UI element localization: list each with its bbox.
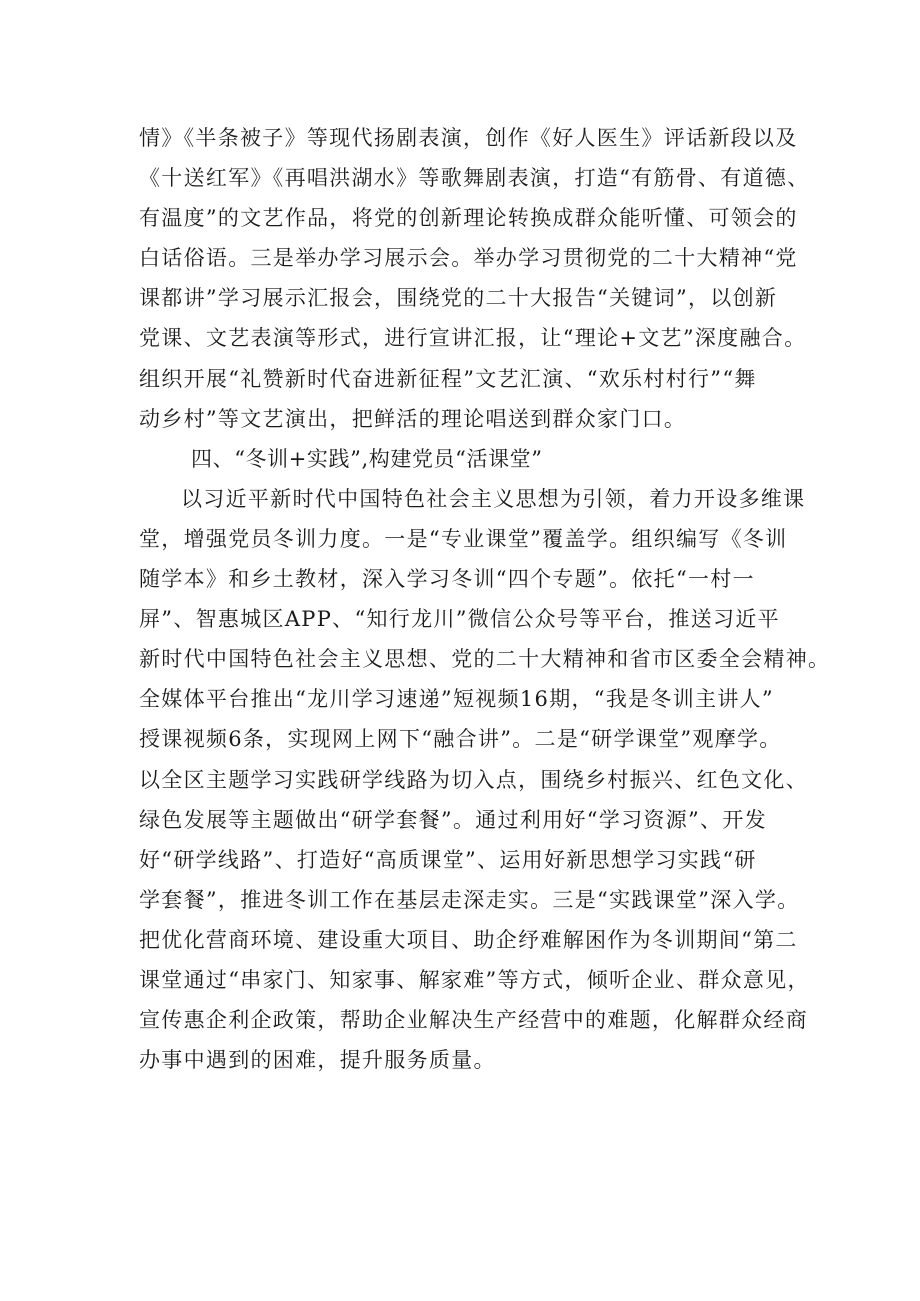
text-line: 情》《半条被子》等现代扬剧表演，创作《好人医生》评话新段以及 [139, 126, 798, 150]
text-line: 组织开展“礼赞新时代奋进新征程”文艺汇演、“欢乐村村行”“舞 [139, 366, 757, 391]
text-line: 课堂通过“串家门、知家事、解家难”等方式，倾听企业、群众意见， [139, 967, 810, 992]
text-line: 新时代中国特色社会主义思想、党的二十大精神和省市区委全会精神。 [139, 647, 831, 672]
text-line: 屏”、智惠城区APP、“知行龙川”微信公众号等平台，推送习近平 [139, 607, 780, 632]
text-line: 授课视频6条，实现网上网下“融合讲”。二是“研学课堂”观摩学。 [139, 727, 782, 752]
text-line: 好“研学线路”、打造好“高质课堂”、运用好新思想学习实践“研 [139, 847, 757, 872]
text-line: 以全区主题学习实践研学线路为切入点，围绕乡村振兴、红色文化、 [139, 767, 808, 792]
text-line: 学套餐”，推进冬训工作在基层走深走实。三是“实践课堂”深入学。 [139, 887, 800, 912]
text-line: 把优化营商环境、建设重大项目、助企纾难解困作为冬训期间“第二 [139, 927, 798, 952]
text-line: 动乡村”等文艺演出，把鲜活的理论唱送到群众家门口。 [139, 406, 687, 431]
text-line: 办事中遇到的困难，提升服务质量。 [139, 1048, 496, 1073]
text-line: 白话俗语。三是举办学习展示会。举办学习贯彻党的二十大精神“党 [139, 246, 798, 271]
body-text [139, 118, 831, 1080]
text-line: 堂，增强党员冬训力度。一是“专业课堂”覆盖学。组织编写《冬训 [139, 526, 788, 551]
text-line: 绿色发展等主题做出“研学套餐”。通过利用好“学习资源”、开发 [139, 807, 767, 832]
text-line: 课都讲”学习展示汇报会，围绕党的二十大报告“关键词”，以创新 [139, 286, 778, 311]
section-heading: 四、“冬训+实践”,构建党员“活课堂” [191, 446, 543, 471]
text-line: 全媒体平台推出“龙川学习速递”短视频16期，“我是冬训主讲人” [139, 687, 774, 712]
text-line: 宣传惠企利企政策，帮助企业解决生产经营中的难题，化解群众经商 [139, 1008, 808, 1033]
text-line: 随学本》和乡土教材，深入学习冬训“四个专题”。依托“一村一 [139, 567, 755, 592]
paragraph-first-line: 以习近平新时代中国特色社会主义思想为引领，着力开设多维课 [181, 486, 806, 511]
text-line: 《十送红军》《再唱洪湖水》等歌舞剧表演，打造“有筋骨、有道德、 [139, 166, 810, 191]
text-line: 有温度”的文艺作品，将党的创新理论转换成群众能听懂、可领会的 [139, 206, 798, 231]
text-line: 党课、文艺表演等形式，进行宣讲汇报，让“理论+文艺”深度融合。 [139, 326, 807, 351]
